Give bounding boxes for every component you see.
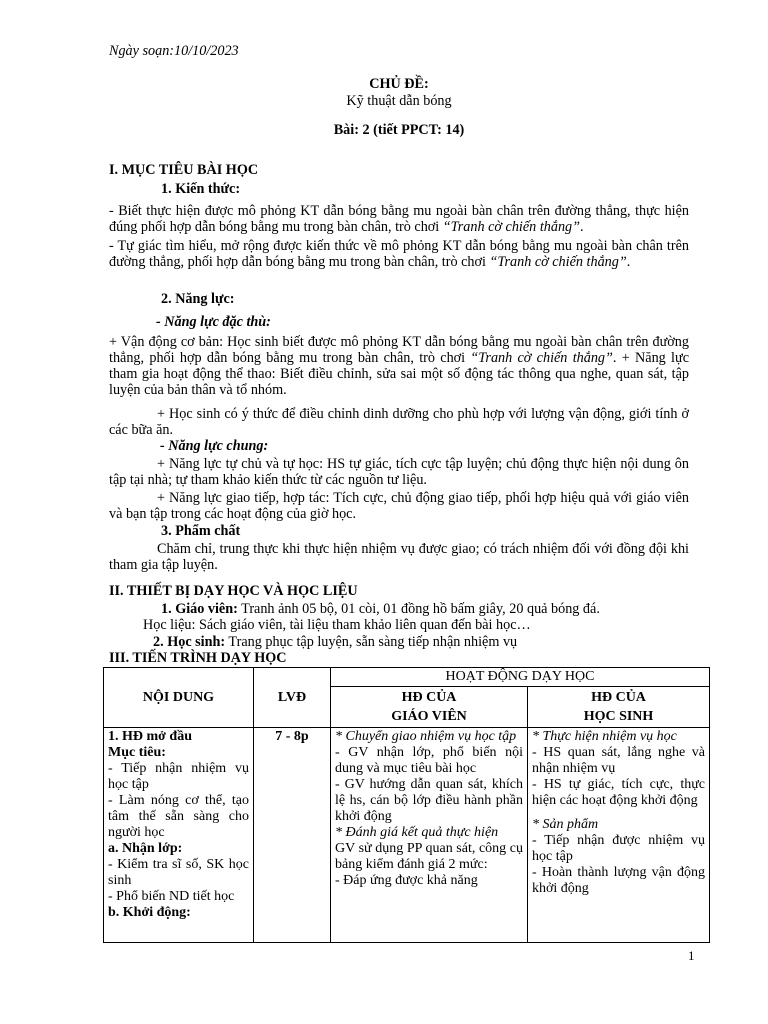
student-item: - Hoàn thành lượng vận động khởi động	[532, 865, 706, 896]
goal-item: - Tiếp nhận nhiệm vụ học tập	[108, 761, 249, 792]
topic-label: CHỦ ĐỀ:	[369, 76, 429, 92]
page-number: 1	[688, 948, 695, 963]
header-activities: HOẠT ĐỘNG DẠY HỌC	[331, 668, 710, 687]
teacher-activity-cell	[331, 728, 528, 943]
opening-activity-title: 1. HĐ mở đầu	[108, 729, 192, 744]
goal-label: Mục tiêu:	[108, 745, 166, 760]
knowledge-paragraph-2	[109, 238, 689, 270]
teacher-equipment-text: Tranh ảnh 05 bộ, 01 còi, 01 đồng hồ bấm giây, 20 quả bóng đá.	[237, 601, 600, 617]
table-header-row-1	[104, 668, 710, 687]
header-lvd: LVĐ	[254, 668, 331, 728]
header-teacher-line1: HĐ CỦA	[401, 690, 457, 705]
student-item: - HS quan sát, lắng nghe và nhận nhiệm vụ	[532, 745, 706, 776]
goal-item: - Làm nóng cơ thể, tạo tâm thế sẵn sàng cho người học	[108, 793, 249, 840]
knowledge-p2-end: .	[626, 254, 631, 270]
student-product-label: * Sản phẩm	[532, 817, 599, 832]
knowledge-p2-text: - Tự giác tìm hiểu, mở rộng được kiến thức về mô phỏng KT dẫn bóng bằng mu ngoài bàn chân trên đường thẳng, phối hợp dẫn bóng bằng mu trong bàn chân, trò chơi	[109, 238, 689, 270]
section3-title: III. TIẾN TRÌNH DẠY HỌC	[109, 650, 287, 666]
teacher-item: - GV nhận lớp, phổ biến nội dung và mục tiêu bài học	[335, 745, 523, 776]
topic-title: Kỹ thuật dẫn bóng	[346, 93, 452, 109]
lvd-cell: 7 - 8p	[254, 728, 331, 943]
game-name: “Tranh cờ chiến thắng”	[489, 254, 627, 270]
section-a-item: - Phổ biến ND tiết học	[108, 889, 235, 904]
knowledge-paragraph-1	[109, 203, 689, 235]
section2-title: II. THIẾT BỊ DẠY HỌC VÀ HỌC LIỆU	[109, 583, 358, 599]
teacher-item: - GV hướng dẫn quan sát, khích lệ hs, cán bộ lớp điều hành phần khởi động	[335, 777, 523, 824]
knowledge-title: 1. Kiến thức:	[161, 181, 241, 197]
content-cell	[104, 728, 254, 943]
knowledge-p1-end: .	[580, 219, 584, 235]
game-name: “Tranh cờ chiến thắng”	[442, 219, 581, 235]
student-preparation-text: Trang phục tập luyện, sẵn sàng tiếp nhận nhiệm vụ	[225, 634, 518, 650]
section-a-label: a. Nhận lớp:	[108, 841, 183, 856]
quality-paragraph: Chăm chỉ, trung thực khi thực hiện nhiệm vụ được giao; có trách nhiệm đối với đồng đội khi tham gia tập luyện.	[109, 541, 689, 573]
specific-paragraph-1	[109, 334, 689, 398]
teacher-item: - Đáp ứng được khả năng	[335, 873, 478, 888]
quality-title: 3. Phẩm chất	[161, 523, 241, 539]
section-a-item: - Kiểm tra sĩ số, SK học sinh	[108, 857, 249, 888]
knowledge-p1-text: - Biết thực hiện được mô phỏng KT dẫn bóng bằng mu ngoài bàn chân trên đường thẳng, thực hiện đúng phối hợp dẫn bóng bằng mu trong bàn chân, trò chơi	[109, 203, 689, 235]
game-name: “Tranh cờ chiến thắng”	[470, 350, 613, 366]
preparation-date: Ngày soạn:10/10/2023	[109, 43, 239, 59]
specific-competency-title: - Năng lực đặc thù:	[156, 314, 271, 330]
header-student-line1: HĐ CỦA	[591, 690, 646, 705]
competency-title: 2. Năng lực:	[161, 291, 235, 307]
teacher-task-label: * Chuyển giao nhiệm vụ học tập	[335, 729, 517, 744]
table-row	[104, 728, 710, 943]
learning-materials: Học liệu: Sách giáo viên, tài liệu tham khảo liên quan đến bài học…	[143, 617, 531, 633]
section1-title: I. MỤC TIÊU BÀI HỌC	[109, 162, 259, 178]
general-paragraph-1: + Năng lực tự chủ và tự học: HS tự giác, tích cực tập luyện; chủ động thực hiện nội dung ôn tập tại nhà; tự tham khảo kiến thức từ các nguồn tư liệu.	[109, 456, 689, 488]
teacher-item: GV sử dụng PP quan sát, công cụ bảng kiểm đánh giá 2 mức:	[335, 841, 523, 872]
general-competency-title: - Năng lực chung:	[160, 438, 269, 454]
header-student-line2: HỌC SINH	[583, 709, 654, 724]
teacher-equipment	[161, 601, 600, 618]
student-task-label: * Thực hiện nhiệm vụ học	[532, 729, 677, 744]
lesson-title: Bài: 2 (tiết PPCT: 14)	[333, 122, 465, 138]
general-paragraph-2: + Năng lực giao tiếp, hợp tác: Tích cực, chủ động giao tiếp, phối hợp hiệu quả với giáo viên và bạn tập trong các hoạt động của giờ học.	[109, 490, 689, 522]
teacher-label: 1. Giáo viên:	[161, 601, 238, 617]
header-teacher	[331, 687, 528, 728]
specific-paragraph-2: + Học sinh có ý thức để điều chỉnh dinh dưỡng cho phù hợp với lượng vận động, giới tính ở các bữa ăn.	[109, 406, 689, 438]
specific-p1-text: + Vận động cơ bản: Học sinh biết được mô phỏng KT dẫn bóng bằng mu ngoài bàn chân trên đường thẳng, phối hợp dẫn bóng bằng mu trong bàn chân, trò chơi	[109, 334, 689, 366]
header-teacher-line2: GIÁO VIÊN	[391, 709, 467, 724]
student-item: - Tiếp nhận được nhiệm vụ học tập	[532, 833, 706, 864]
lesson-plan-table	[103, 667, 710, 943]
specific-p1-end: . + Năng lực tham gia hoạt động thể thao: Biết điều chỉnh, sửa sai một số động tác thông qua nghe, quan sát, tập luyện của bản thân và tổ nhóm.	[109, 350, 689, 398]
student-preparation	[153, 634, 517, 651]
header-student	[528, 687, 710, 728]
header-content: NỘI DUNG	[104, 668, 254, 728]
teacher-assessment-label: * Đánh giá kết quả thực hiện	[335, 825, 499, 840]
student-activity-cell	[528, 728, 710, 943]
student-label: 2. Học sinh:	[153, 634, 226, 650]
student-item: - HS tự giác, tích cực, thực hiện các hoạt động khởi động	[532, 777, 706, 808]
section-b-label: b. Khởi động:	[108, 905, 191, 920]
